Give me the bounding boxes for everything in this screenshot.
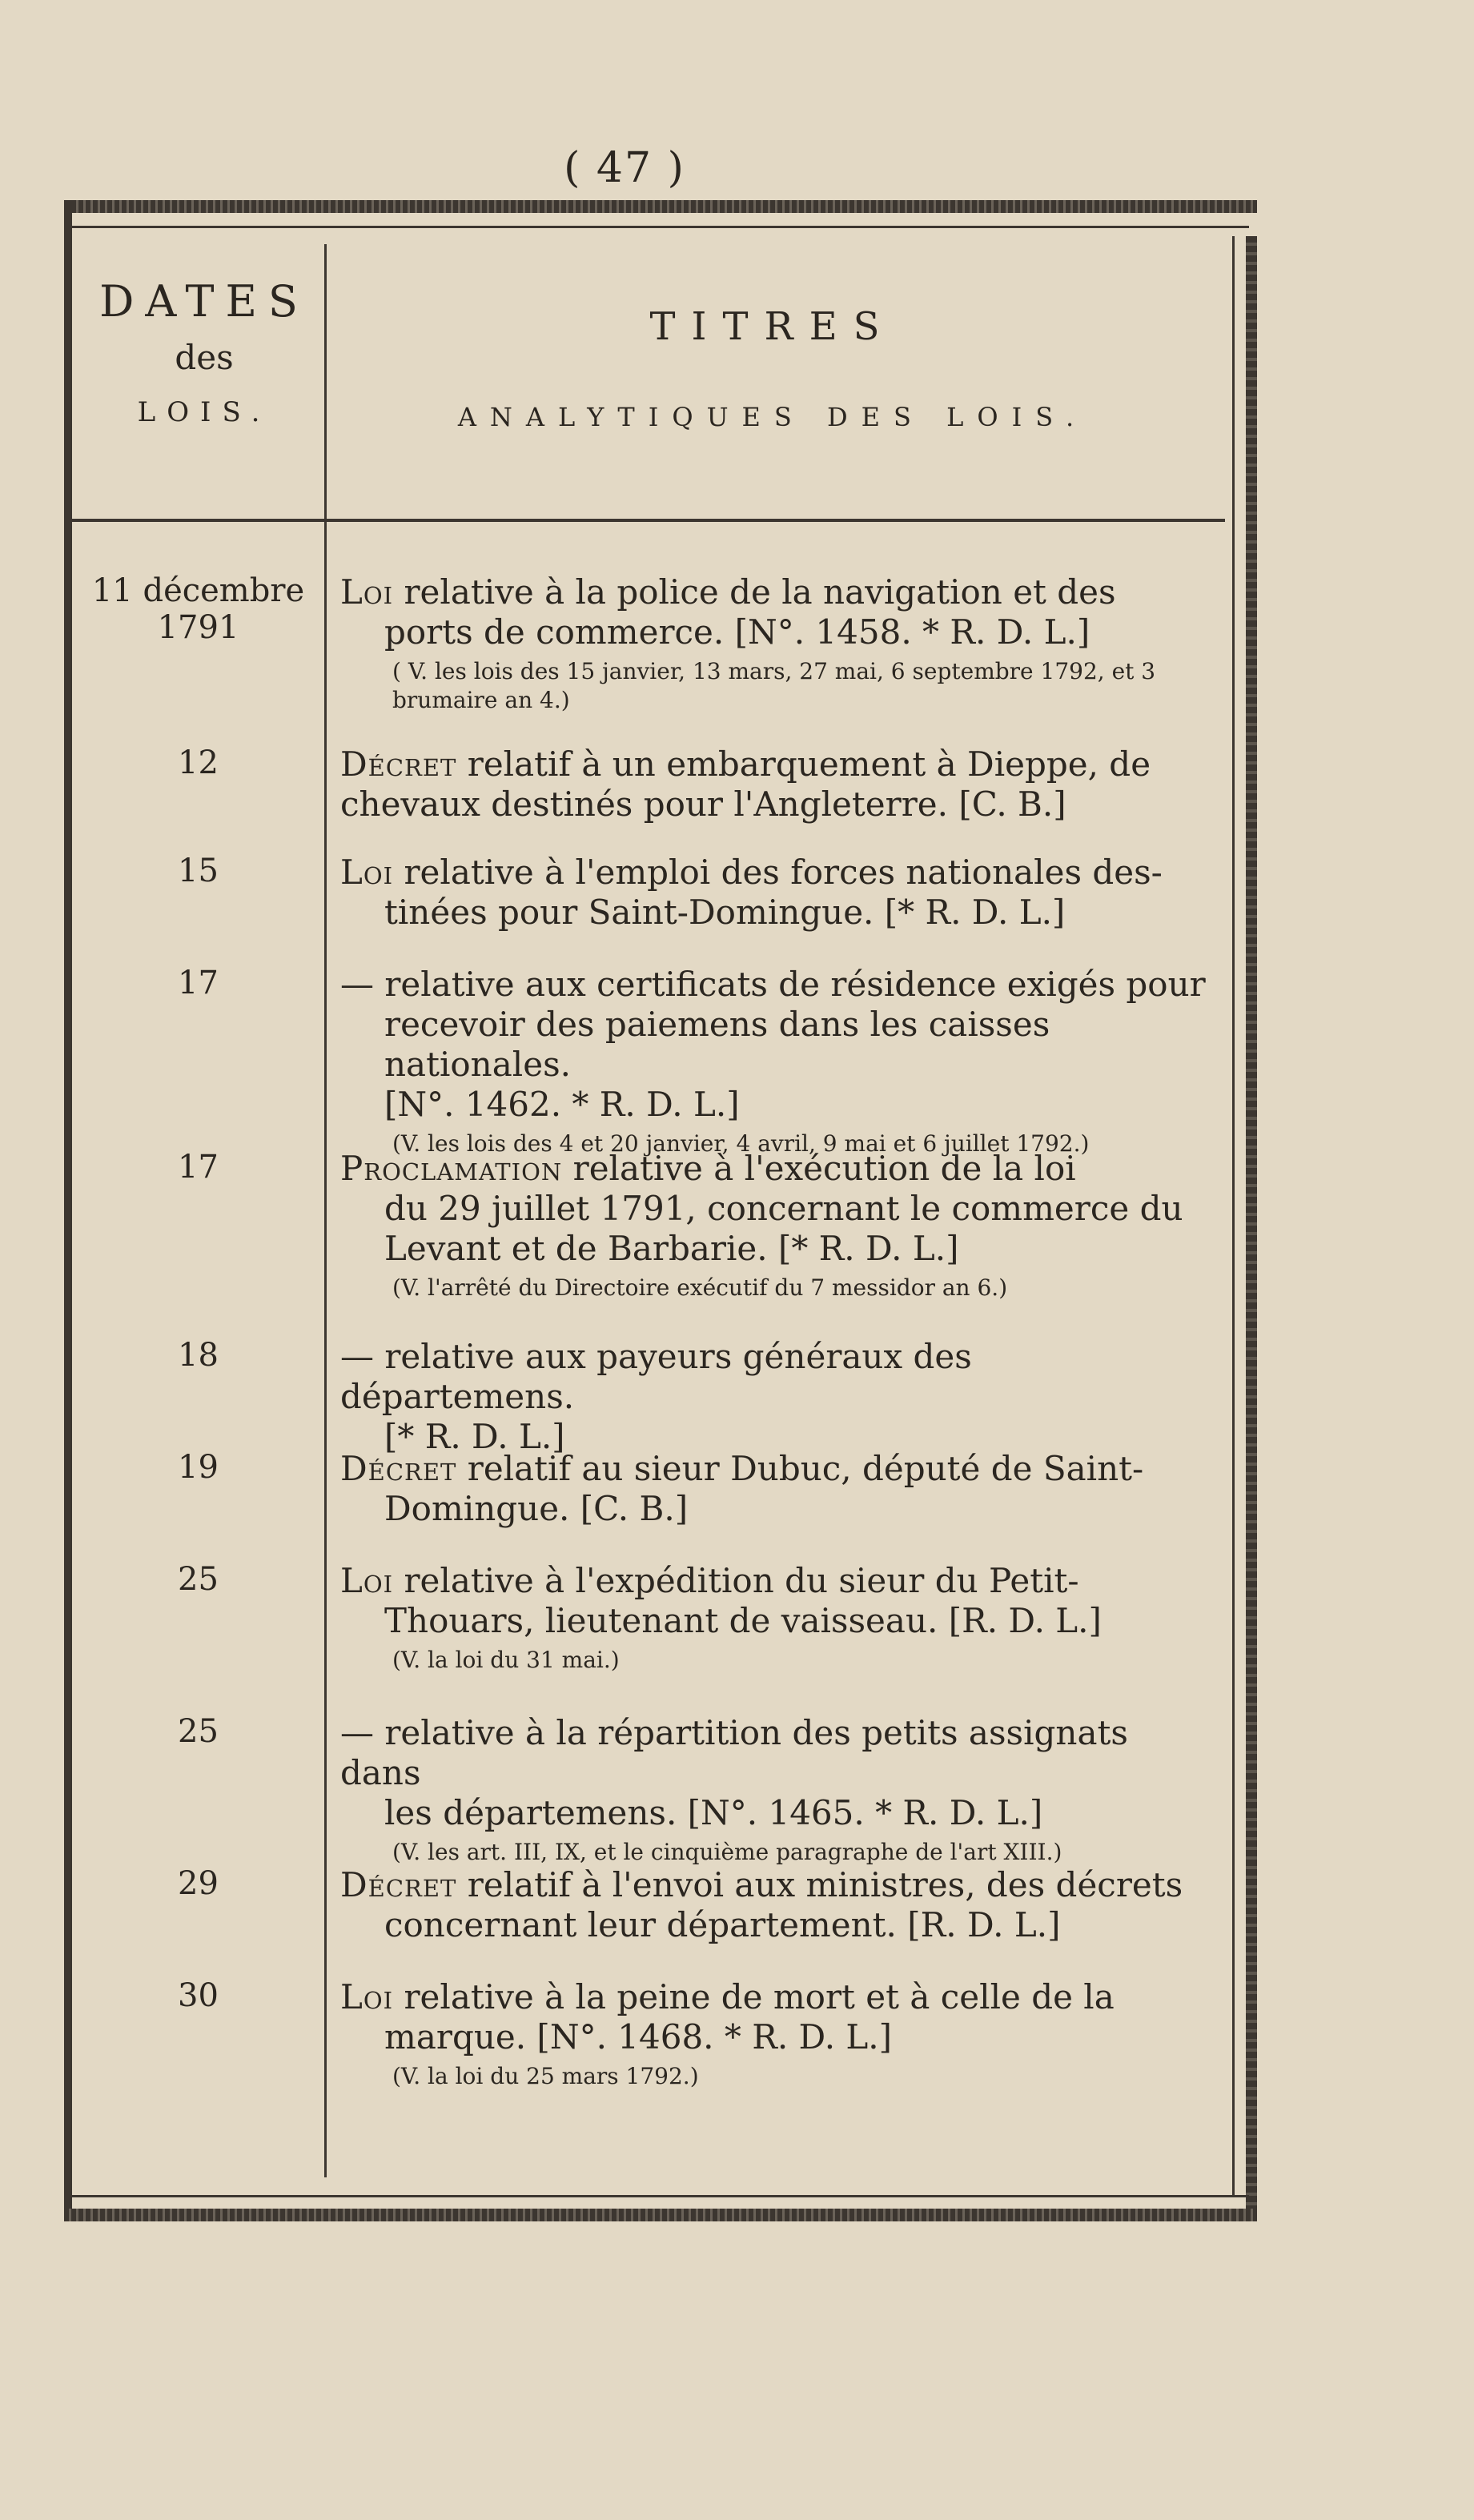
row-head: — [340, 965, 374, 1004]
left-border [64, 200, 72, 2221]
row-note: (V. la loi du 25 mars 1792.) [392, 2063, 699, 2089]
row-title [340, 744, 1213, 825]
row-date: 15 [178, 853, 219, 889]
dates-header-des: des [175, 338, 234, 377]
row-line1: relatif à un embarquement à Dieppe, de [456, 744, 1151, 784]
dates-column-header [88, 276, 320, 428]
row-title [340, 1561, 1213, 1675]
page-number: ( 47 ) [564, 144, 685, 192]
titles-header-subtitle: ANALYTIQUES DES LOIS. [457, 402, 1088, 432]
row-title [340, 1149, 1213, 1302]
row-date: 17 [178, 965, 219, 1001]
row-title [340, 1977, 1213, 2091]
row-line2: recevoir des paiemens dans les caisses nationales. [384, 1005, 1050, 1084]
row-title [340, 1337, 1213, 1457]
row-line2: les départemens. [N°. 1465. * R. D. L.] [384, 1793, 1043, 1832]
bottom-rule-thin [72, 2195, 1249, 2197]
top-rule-thin [72, 226, 1249, 228]
right-border-thin [1232, 236, 1235, 2197]
row-line1: relative à l'exécution de la loi [562, 1149, 1076, 1188]
row-line1: relative aux certificats de résidence exigés pour [374, 965, 1206, 1004]
row-line2: marque. [N°. 1468. * R. D. L.] [384, 2017, 893, 2057]
row-note: (V. les art. III, IX, et le cinquième paragraphe de l'art XIII.) [392, 1839, 1062, 1865]
row-head: — [340, 1337, 374, 1376]
row-line1: relative à l'emploi des forces nationales des- [393, 853, 1163, 892]
row-date: 25 [178, 1713, 219, 1750]
row-line1: relatif à l'envoi aux ministres, des décrets [456, 1865, 1183, 1904]
row-head: Loi [340, 1561, 394, 1600]
row-title [340, 1865, 1213, 1945]
row-title [340, 965, 1213, 1158]
row-line2: ports de commerce. [N°. 1458. * R. D. L.] [384, 612, 1090, 652]
row-line1: relatif au sieur Dubuc, député de Saint- [456, 1449, 1144, 1488]
row-year: 1791 [157, 609, 239, 646]
row-date: 18 [178, 1337, 219, 1374]
row-date: 30 [178, 1977, 219, 2014]
dates-header-title: DATES [99, 276, 309, 327]
row-title [340, 1449, 1213, 1529]
row-title [340, 853, 1213, 933]
row-note: (V. l'arrêté du Directoire exécutif du 7 messidor an 6.) [392, 1274, 1008, 1301]
row-date: 17 [178, 1149, 219, 1186]
column-divider [324, 244, 327, 2177]
row-line1: relative à la peine de mort et à celle de la [393, 1977, 1115, 2016]
row-line2: Domingue. [C. B.] [384, 1489, 689, 1528]
row-line1: relative à l'expédition du sieur du Petit- [393, 1561, 1079, 1600]
row-head: Loi [340, 1977, 394, 2016]
row-head: Décret [340, 1449, 457, 1488]
row-note: ( V. les lois des 15 janvier, 13 mars, 27 mai, 6 septembre 1792, et 3 brumaire an 4.) [392, 658, 1156, 713]
row-line2: du 29 juillet 1791, concernant le commerce du [384, 1189, 1183, 1228]
header-rule [72, 519, 1225, 522]
row-note: (V. la loi du 31 mai.) [392, 1647, 620, 1673]
row-head: Décret [340, 744, 457, 784]
row-date: 25 [178, 1561, 219, 1598]
row-line1: relative à la police de la navigation et des [393, 572, 1116, 612]
row-line2: concernant leur département. [R. D. L.] [384, 1905, 1061, 1944]
titles-column-header [336, 304, 1209, 432]
row-head: Proclamation [340, 1149, 563, 1188]
row-title [340, 1713, 1213, 1867]
right-border [1246, 236, 1257, 2221]
row-date: 12 [178, 744, 219, 781]
row-date: 11 décembre [91, 572, 305, 609]
bottom-rule [64, 2209, 1257, 2221]
row-line2: chevaux destinés pour l'Angleterre. [C. B.] [340, 784, 1066, 824]
row-line1: relative à la répartition des petits assignats dans [340, 1713, 1128, 1792]
row-date: 29 [178, 1865, 219, 1902]
row-line2: Thouars, lieutenant de vaisseau. [R. D. L.] [384, 1601, 1102, 1640]
row-head: — [340, 1713, 374, 1752]
row-line1: relative aux payeurs généraux des départemens. [340, 1337, 972, 1416]
row-note: (V. les lois des 4 et 20 janvier, 4 avril, 9 mai et 6 juillet 1792.) [392, 1130, 1090, 1157]
row-line3: Levant et de Barbarie. [* R. D. L.] [384, 1229, 959, 1268]
row-head: Décret [340, 1865, 457, 1904]
row-line3: [N°. 1462. * R. D. L.] [384, 1085, 740, 1124]
titles-header-title: TITRES [649, 304, 896, 349]
table-frame [64, 200, 1257, 2221]
row-title [340, 572, 1213, 715]
dates-header-lois: LOIS. [137, 396, 271, 428]
row-line2: [* R. D. L.] [384, 1417, 565, 1456]
row-head: Loi [340, 853, 394, 892]
row-date: 19 [178, 1449, 219, 1486]
row-head: Loi [340, 572, 394, 612]
row-line2: tinées pour Saint-Domingue. [* R. D. L.] [384, 893, 1066, 932]
top-rule [64, 200, 1257, 213]
